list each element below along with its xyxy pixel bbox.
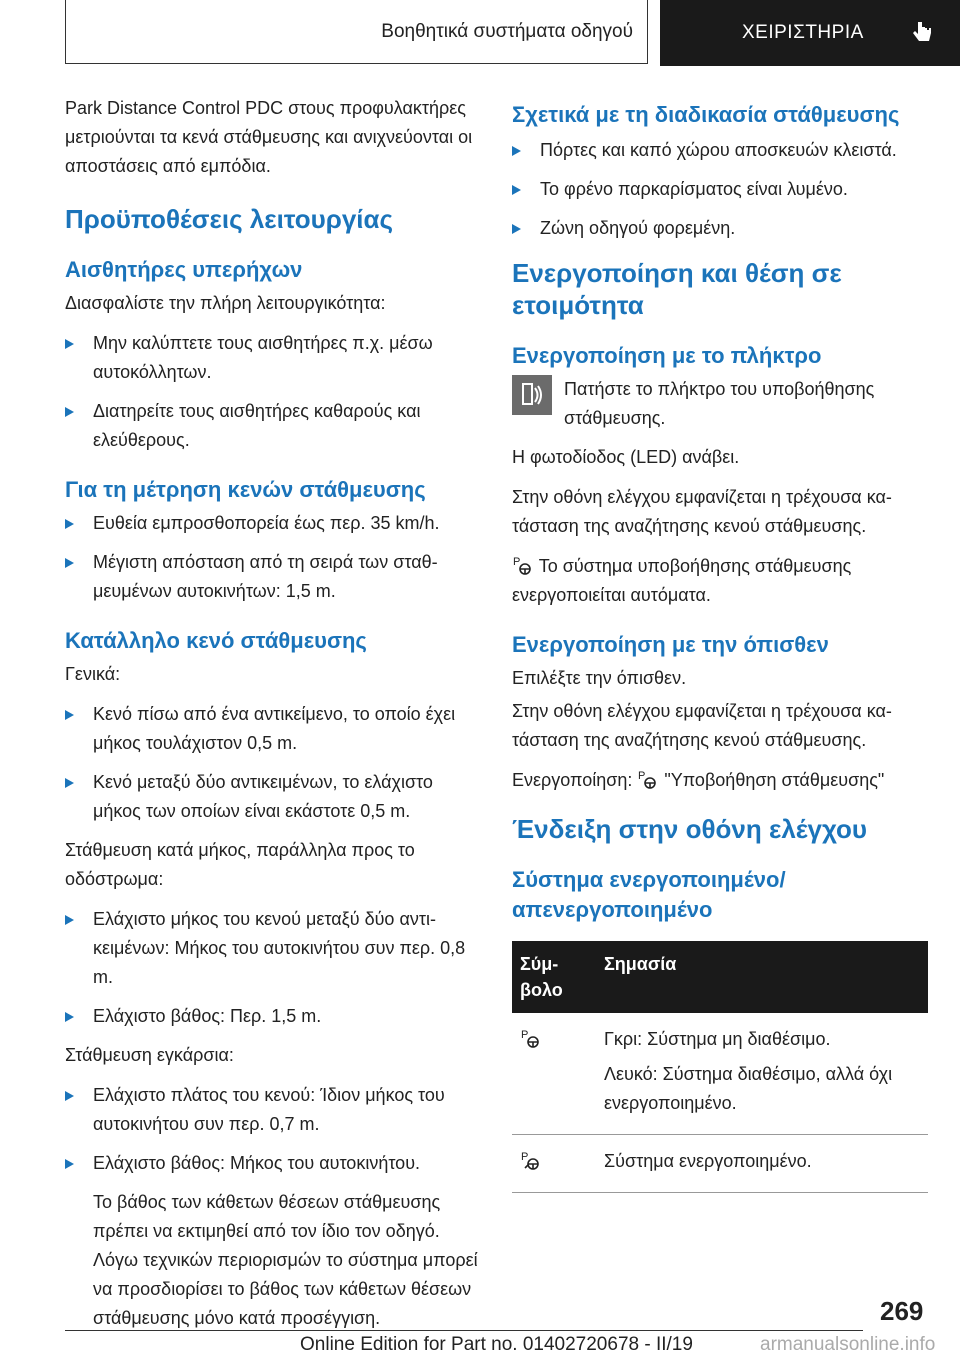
parallel-list bbox=[65, 905, 479, 1031]
park-assist-icon bbox=[520, 1027, 542, 1049]
heading-display: Ένδειξη στην οθόνη ελέγχου bbox=[512, 814, 868, 844]
sensors-list bbox=[65, 329, 479, 455]
heading-suitable-gap: Κατάλληλο κενό στάθμευσης bbox=[65, 628, 367, 653]
activation-value: "Υποβοήθηση στάθμευσης" bbox=[664, 770, 885, 790]
led-text: Η φωτοδίοδος (LED) ανάβει. bbox=[512, 447, 740, 467]
page-number: 269 bbox=[880, 1296, 924, 1326]
table-cell-meaning bbox=[596, 1013, 928, 1135]
meaning-line: Γκρι: Σύστημα μη διαθέσιμο. bbox=[604, 1029, 831, 1049]
park-assist-active-icon bbox=[520, 1149, 542, 1171]
table-row bbox=[512, 1135, 928, 1193]
list-item: Ελάχιστο βάθος: Περ. 1,5 m. bbox=[65, 1002, 479, 1031]
general-list bbox=[65, 700, 479, 826]
list-item: Μέγιστη απόσταση από τη σειρά των σταθμευμένων αυτοκινήτων: 1,5 m. bbox=[65, 548, 479, 606]
list-item: Κενό μεταξύ δύο αντικειμένων, το ελάχιστο μήκος των οποίων είναι εκάστοτε 0,5 m. bbox=[65, 768, 479, 826]
svg-text:P: P bbox=[521, 1151, 529, 1163]
button-text: Πατήστε το πλήκτρο του υποβοήθησης στάθμευσης. bbox=[564, 379, 875, 428]
reverse-select: Επιλέξτε την όπισθεν. bbox=[512, 668, 687, 688]
edition-text: Online Edition for Part no. 01402720678 - II/19 bbox=[300, 1334, 693, 1355]
list-item: Ελάχιστο βάθος: Μήκος του αυτοκινήτου. bbox=[65, 1149, 479, 1178]
heading-prerequisites: Προϋποθέσεις λειτουργίας bbox=[65, 204, 394, 234]
heading-system-state: Σύστημα ενεργοποιημένο/ απενεργοποιημένο bbox=[512, 867, 786, 922]
cross-note: Το βάθος των κάθετων θέσεων στάθμευσης πρέπει να εκτιμηθεί από τον ίδιο τον οδηγό. Λόγω τεχνικών περιορισμών το σύστημα μπορεί να προσδιορίσει το βάθος των κάθετων θέσεων στάθμευσης μόνο κατά προσέγγιση. bbox=[93, 1192, 478, 1328]
auto-text bbox=[512, 552, 928, 610]
heading-sensors: Αισθητήρες υπερήχων bbox=[65, 257, 303, 282]
header-chapter-title: ΧΕΙΡΙΣΤΗΡΙΑ bbox=[742, 22, 864, 43]
process-list bbox=[512, 136, 928, 243]
display-text: Στην οθόνη ελέγχου εμφανίζεται η τρέχουσα κατάσταση της αναζήτησης κενού στάθμευσης. bbox=[512, 487, 892, 536]
activation-line bbox=[512, 766, 928, 795]
table-row bbox=[512, 1013, 928, 1135]
table-cell-symbol bbox=[512, 1013, 596, 1135]
list-item: Το φρένο παρκαρίσματος είναι λυμένο. bbox=[512, 175, 928, 204]
col-meaning: Σημασία bbox=[596, 941, 928, 1013]
table-header-row bbox=[512, 941, 928, 1013]
right-column bbox=[512, 94, 928, 1193]
general-label: Γενικά: bbox=[65, 664, 121, 684]
list-item: Ελάχιστο πλάτος του κενού: Ίδιον μήκος του αυτοκινήτου συν περ. 0,7 m. bbox=[65, 1081, 479, 1139]
list-item: Διατηρείτε τους αισθητήρες καθαρούς και ελεύθερους. bbox=[65, 397, 479, 455]
watermark: armanualsonline.info bbox=[760, 1334, 936, 1355]
park-assist-icon bbox=[637, 768, 659, 790]
footer-divider bbox=[65, 1330, 863, 1331]
list-item: Ελάχιστο μήκος του κενού μεταξύ δύο αντικειμένων: Μήκος του αυτοκινήτου συν περ. 0,8 m. bbox=[65, 905, 479, 992]
heading-measure: Για τη μέτρηση κενών στάθμευσης bbox=[65, 477, 426, 502]
park-assist-button-icon bbox=[512, 375, 552, 415]
cross-list bbox=[65, 1081, 479, 1178]
svg-text:P: P bbox=[521, 1029, 529, 1041]
reverse-display: Στην οθόνη ελέγχου εμφανίζεται η τρέχουσα κατάσταση της αναζήτησης κενού στάθμευσης. bbox=[512, 701, 892, 750]
col-symbol: Σύμβολο bbox=[512, 941, 596, 1013]
symbol-table bbox=[512, 941, 928, 1193]
auto-text-label: Το σύστημα υποβοήθησης στάθμευσης ενεργοποιείται αυτόματα. bbox=[512, 556, 852, 605]
header-section bbox=[65, 0, 648, 64]
header-section-title: Βοηθητικά συστήματα οδηγού bbox=[381, 20, 633, 42]
svg-text:P: P bbox=[513, 556, 521, 568]
table-cell-meaning bbox=[596, 1135, 928, 1193]
list-item: Κενό πίσω από ένα αντικείμενο, το οποίο έχει μήκος τουλάχιστον 0,5 m. bbox=[65, 700, 479, 758]
park-assist-icon bbox=[512, 554, 534, 576]
list-item: Ευθεία εμπροσθοπορεία έως περ. 35 km/h. bbox=[65, 509, 479, 538]
heading-activation: Ενεργοποίηση και θέση σε ετοιμότητα bbox=[512, 258, 842, 320]
heading-process: Σχετικά με τη διαδικασία στάθμευσης bbox=[512, 102, 900, 127]
heading-activation-button: Ενεργοποίηση με το πλήκτρο bbox=[512, 343, 822, 368]
meaning-line: Σύστημα ενεργοποιημένο. bbox=[604, 1151, 812, 1171]
header-chapter bbox=[660, 0, 960, 66]
activation-label: Ενεργοποίηση: bbox=[512, 770, 633, 790]
measure-list bbox=[65, 509, 479, 606]
sensors-intro: Διασφαλίστε την πλήρη λειτουργικότητα: bbox=[65, 293, 386, 313]
svg-text:P: P bbox=[638, 770, 646, 782]
button-instruction bbox=[512, 375, 928, 433]
heading-reverse: Ενεργοποίηση με την όπισθεν bbox=[512, 632, 829, 657]
intro-paragraph: Park Distance Control PDC στους προφυλακτήρες μετριούνται τα κενά στάθμευσης και ανιχνεύονται οι αποστάσεις από εμπόδια. bbox=[65, 98, 473, 176]
left-column bbox=[65, 94, 479, 1344]
list-item: Ζώνη οδηγού φορεμένη. bbox=[512, 214, 928, 243]
parallel-label: Στάθμευση κατά μήκος, παράλληλα προς το οδόστρωμα: bbox=[65, 840, 415, 889]
meaning-line: Λευκό: Σύστημα διαθέσιμο, αλλά όχι ενεργοποιημένο. bbox=[604, 1064, 893, 1113]
table-cell-symbol bbox=[512, 1135, 596, 1193]
list-item: Πόρτες και καπό χώρου αποσκευών κλειστά. bbox=[512, 136, 928, 165]
cross-label: Στάθμευση εγκάρσια: bbox=[65, 1045, 234, 1065]
list-item: Μην καλύπτετε τους αισθητήρες π.χ. μέσω αυτοκόλλητων. bbox=[65, 329, 479, 387]
hand-pointer-icon bbox=[910, 20, 932, 46]
